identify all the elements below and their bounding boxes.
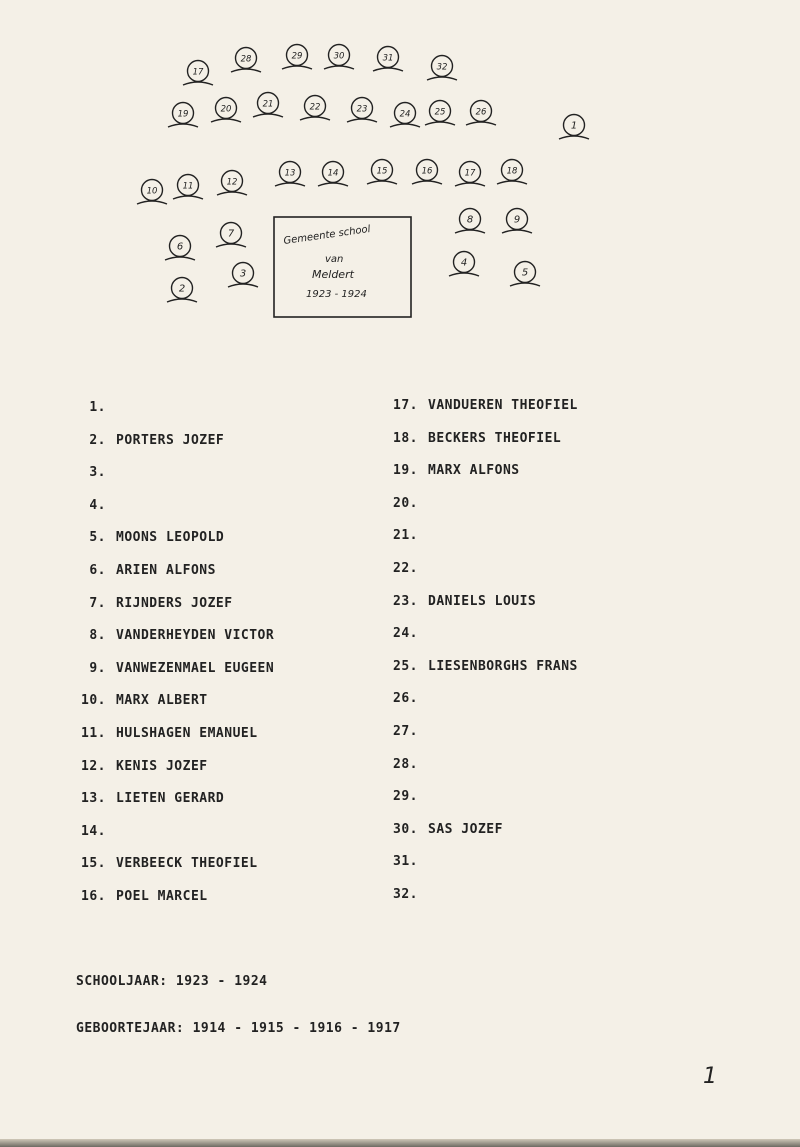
seat-label: 1 [570,120,578,132]
pupil-name: VANDERHEYDEN VICTOR [116,628,275,644]
pupil-number: 26. [393,691,418,707]
seat-label: 20 [220,104,232,115]
pupil-number: 1. [89,400,106,415]
pupil-number: 15. [81,856,106,872]
pupil-number: 16. [81,889,106,904]
left-list-row [76,530,224,545]
right-list-row [388,659,578,674]
pupil-number: 5. [89,530,106,546]
seat-label: 6 [176,241,184,253]
schooljaar-line: SCHOOLJAAR: 1923 - 1924 [76,974,268,989]
pupil-number: 11. [81,726,106,741]
right-list-row [388,691,428,706]
seat-19 [168,103,198,128]
pupil-name: POEL MARCEL [116,889,208,904]
right-list-row [388,431,561,446]
seat-label: 30 [333,51,345,62]
seat-8 [455,209,485,234]
seat-label: 31 [382,53,394,64]
pupil-number: 20. [393,495,418,511]
pupil-number: 18. [393,430,418,446]
pupil-number: 14. [81,823,106,839]
seat-label: 17 [464,168,476,179]
desk-line-3: Meldert [312,268,354,281]
left-list-row [76,498,116,513]
seat-label: 21 [262,99,274,110]
seat-label: 13 [284,168,296,179]
pupil-number: 31. [393,854,418,870]
seat-label: 7 [227,228,235,240]
pupil-name: LIETEN GERARD [116,791,225,807]
pupil-name: VANWEZENMAEL EUGEEN [116,660,275,676]
pupil-name: HULSHAGEN EMANUEL [116,726,258,741]
pupil-number: 28. [393,756,418,772]
pupil-name: PORTERS JOZEF [116,432,225,448]
seat-26 [466,101,496,126]
seat-label: 16 [421,166,433,177]
seat-7 [216,223,246,248]
pupil-name: VANDUEREN THEOFIEL [428,398,578,413]
left-list-row [76,759,208,774]
pupil-name: SAS JOZEF [428,821,503,837]
seat-label: 28 [240,54,252,65]
seat-4 [449,252,479,277]
seat-label: 19 [177,109,189,120]
seat-23 [347,98,377,123]
seat-27 [183,61,213,86]
seat-label: 4 [460,257,468,269]
right-list-row [388,398,578,413]
seat-label: 10 [146,186,158,197]
seat-12 [217,171,247,196]
seat-label: 12 [226,177,238,188]
pupil-number: 13. [81,791,106,807]
seat-label: 9 [513,214,521,226]
seat-label: 25 [434,107,446,118]
right-list-row [388,528,428,543]
pupil-number: 23. [393,593,418,609]
pupil-name: LIESENBORGHS FRANS [428,658,578,674]
pupil-number: 8. [89,628,106,644]
pupil-name: MOONS LEOPOLD [116,530,225,546]
left-list-row [76,791,224,806]
seat-14 [318,162,348,187]
left-list-row [76,433,224,448]
pupil-name: MARX ALBERT [116,693,208,709]
right-list-row [388,789,428,804]
seat-9 [502,209,532,234]
left-list-row [76,856,258,871]
pupil-number: 24. [393,626,418,642]
seat-16 [412,160,442,185]
pupil-name: BECKERS THEOFIEL [428,430,562,446]
seat-label: 24 [399,109,411,120]
seat-label: 5 [521,267,529,279]
pupil-name: ARIEN ALFONS [116,563,216,578]
seat-15 [367,160,397,185]
geboortejaar-line: GEBOORTEJAAR: 1914 - 1915 - 1916 - 1917 [76,1021,401,1036]
pupil-name: MARX ALFONS [428,463,520,479]
pupil-number: 25. [393,658,418,674]
seat-10 [137,180,167,205]
page-number: 1 [703,1064,717,1089]
left-list-row [76,693,208,708]
left-list-row [76,628,274,643]
right-list-row [388,887,428,902]
seat-5 [510,262,540,287]
seat-28 [231,48,261,73]
pupil-number: 6. [89,563,106,578]
seat-3 [228,263,258,288]
left-list-row [76,824,116,839]
right-list-row [388,463,520,478]
seat-label: 29 [291,51,303,62]
pupil-number: 19. [393,463,418,479]
pupil-name: DANIELS LOUIS [428,593,537,609]
right-list-row [388,757,428,772]
left-list-row [76,563,216,578]
pupil-number: 10. [81,693,106,709]
seat-label: 14 [327,168,339,179]
pupil-number: 27. [393,724,418,739]
seat-label: 3 [239,268,247,280]
seat-label: 26 [475,107,487,118]
desk-line-1: Gemeente school [282,223,372,247]
seat-32 [427,56,457,81]
seat-25 [425,101,455,126]
pupil-number: 21. [393,528,418,544]
seat-label: 15 [376,166,388,177]
seat-18 [497,160,527,185]
seat-2 [167,278,197,303]
seat-22 [300,96,330,121]
seat-label: 11 [182,181,194,192]
right-list-row [388,626,428,641]
left-list-row [76,726,258,741]
seat-13 [275,162,305,187]
seat-11 [173,175,203,200]
right-list-row [388,496,428,511]
pupil-name: KENIS JOZEF [116,758,208,774]
pupil-number: 2. [89,432,106,448]
seat-label: 2 [178,283,186,295]
seat-24 [390,103,420,128]
left-list-row [76,596,233,611]
right-list-row [388,854,428,869]
seat-label: 23 [356,104,368,115]
left-list-row [76,661,274,676]
desk-line-2: van [325,254,344,265]
right-list-row [388,822,503,837]
seating-plan [0,0,800,340]
pupil-number: 32. [393,887,418,902]
page-edge [0,1139,800,1147]
seat-label: 8 [466,214,474,226]
left-list-row [76,465,116,480]
pupil-number: 30. [393,821,418,837]
seat-label: 22 [309,102,321,113]
pupil-name: VERBEECK THEOFIEL [116,856,258,872]
left-list-row [76,400,116,415]
seat-17 [455,162,485,187]
pupil-number: 29. [393,789,418,805]
seat-20 [211,98,241,123]
seat-30 [324,45,354,70]
right-list-row [388,724,428,739]
seat-label: 17 [192,67,204,78]
left-list-row [76,889,208,904]
seat-21 [253,93,283,118]
pupil-number: 17. [393,398,418,413]
pupil-number: 7. [89,595,106,611]
right-list-row [388,594,536,609]
pupil-number: 4. [89,497,106,513]
pupil-name: RIJNDERS JOZEF [116,595,233,611]
right-list-row [388,561,428,576]
pupil-number: 9. [89,660,106,676]
pupil-number: 3. [89,465,106,481]
seat-label: 18 [506,166,518,177]
seat-label: 32 [436,62,448,73]
seat-31 [373,47,403,72]
desk-line-4: 1923 - 1924 [306,289,367,300]
pupil-number: 22. [393,561,418,576]
pupil-number: 12. [81,758,106,774]
seat-6 [165,236,195,261]
seat-1 [559,115,589,140]
seat-29 [282,45,312,70]
